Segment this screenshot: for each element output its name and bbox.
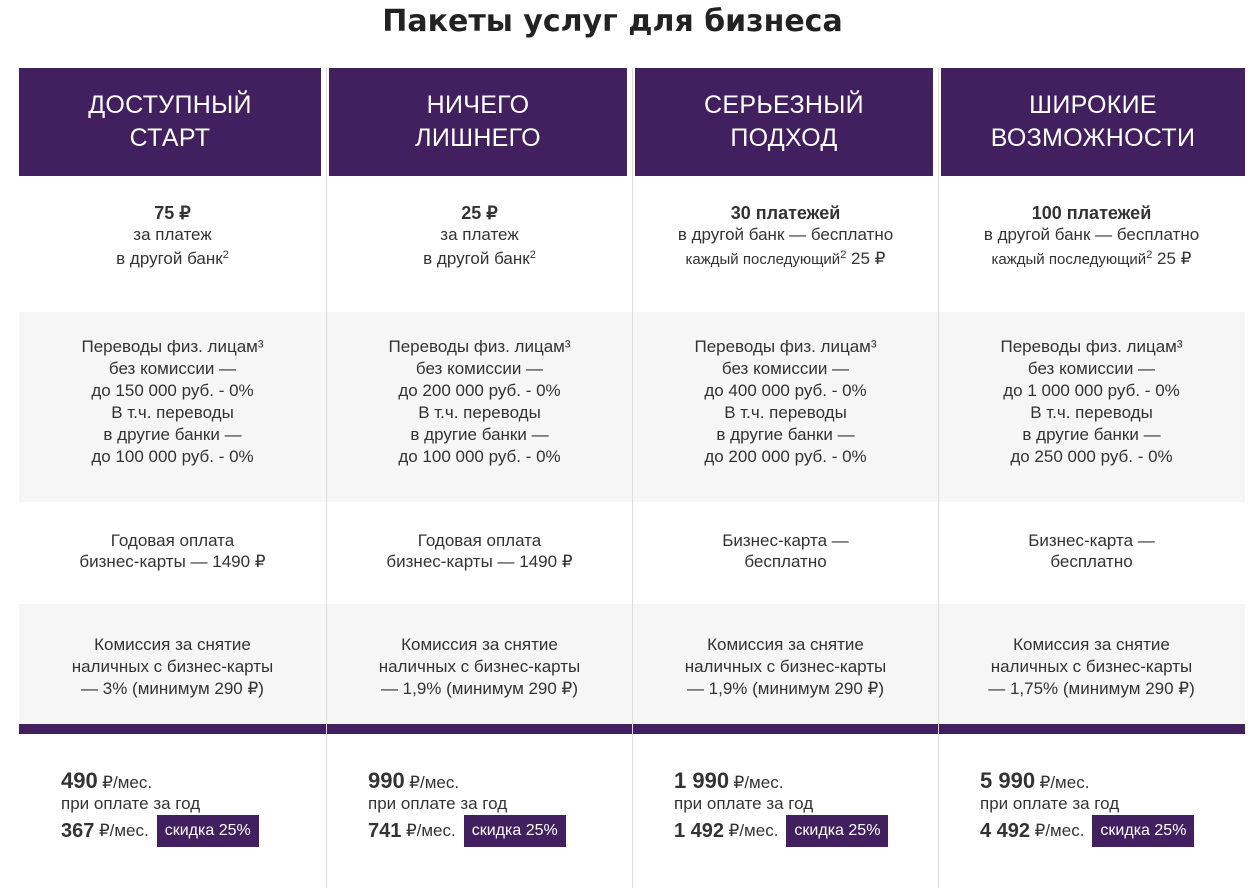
- payment-cell: [632, 176, 939, 312]
- transfers-cell: [19, 336, 326, 466]
- transfers-line: В т.ч. переводы: [418, 403, 541, 422]
- transfers-line: до 1 000 000 руб. - 0%: [1003, 381, 1180, 400]
- payment-cell: [19, 176, 326, 312]
- payment-main: 25 ₽: [461, 203, 498, 223]
- discount-badge: скидка 25%: [786, 815, 888, 847]
- yearly-price: 1 492: [674, 819, 725, 842]
- payment-main: 100 платежей: [1031, 202, 1152, 223]
- per-month-unit: ₽/мес.: [409, 773, 460, 792]
- plan-name-line: ШИРОКИЕ: [1029, 91, 1157, 119]
- transfers-line: Переводы физ. лицам³: [81, 337, 264, 356]
- cash-line: Комиссия за снятие: [94, 635, 251, 654]
- per-month-unit: ₽/мес.: [1034, 821, 1085, 840]
- card-line: Бизнес-карта —: [1028, 531, 1155, 550]
- price-block: [674, 768, 888, 847]
- payment-line: [116, 248, 229, 270]
- card-line: бизнес-карты — 1490 ₽: [79, 552, 266, 571]
- cash-line: — 1,75% (минимум 290 ₽): [988, 679, 1195, 698]
- yearly-label: при оплате за год: [980, 794, 1120, 813]
- yearly-price: 741: [368, 819, 402, 842]
- payment-cell: [938, 176, 1245, 312]
- card-line: Бизнес-карта —: [722, 531, 849, 550]
- cash-line: наличных с бизнес-карты: [684, 657, 887, 676]
- card-line: Годовая оплата: [417, 531, 542, 550]
- yearly-label: при оплате за год: [674, 794, 814, 813]
- transfers-line: в другие банки —: [1022, 425, 1161, 444]
- per-month-unit: ₽/мес.: [733, 773, 784, 792]
- transfers-cell: [632, 336, 939, 466]
- card-cell: [19, 530, 326, 578]
- monthly-price: 1 990: [674, 768, 730, 793]
- cash-cell: [326, 634, 633, 704]
- plan-name-line: СТАРТ: [129, 124, 211, 152]
- per-month-unit: ₽/мес.: [98, 821, 149, 840]
- cash-line: — 1,9% (минимум 290 ₽): [380, 679, 579, 698]
- payment-line: в другой банк — бесплатно: [677, 224, 894, 244]
- card-line: бесплатно: [1050, 552, 1133, 571]
- transfers-cell: [326, 336, 633, 466]
- transfers-line: без комиссии —: [1027, 359, 1156, 378]
- payment-line: [992, 248, 1192, 271]
- transfers-line: В т.ч. переводы: [111, 403, 234, 422]
- payment-line-text: в другой банк: [116, 249, 223, 268]
- monthly-price: 990: [368, 768, 405, 793]
- payment-line: в другой банк — бесплатно: [983, 224, 1200, 244]
- transfers-line: до 100 000 руб. - 0%: [91, 447, 254, 466]
- plan-name-line: ЛИШНЕГО: [415, 124, 541, 152]
- card-cell: [938, 530, 1245, 578]
- plan-header: [941, 68, 1245, 176]
- per-month-unit: ₽/мес.: [1039, 773, 1090, 792]
- transfers-line: до 400 000 руб. - 0%: [704, 381, 867, 400]
- transfers-line: в другие банки —: [103, 425, 242, 444]
- cash-line: наличных с бизнес-карты: [378, 657, 581, 676]
- transfers-line: В т.ч. переводы: [1030, 403, 1153, 422]
- transfers-line: до 250 000 руб. - 0%: [1010, 447, 1173, 466]
- transfers-line: Переводы физ. лицам³: [1000, 337, 1183, 356]
- cash-line: Комиссия за снятие: [707, 635, 864, 654]
- transfers-line: Переводы физ. лицам³: [694, 337, 877, 356]
- payment-line: за платеж: [133, 225, 212, 244]
- monthly-price: 5 990: [980, 768, 1036, 793]
- transfers-line: без комиссии —: [415, 359, 544, 378]
- card-cell: [326, 530, 633, 578]
- pricing-table: [19, 68, 1245, 888]
- cash-line: наличных с бизнес-карты: [71, 657, 274, 676]
- footnote-mark: 2: [529, 249, 536, 261]
- transfers-line: до 150 000 руб. - 0%: [91, 381, 254, 400]
- card-cell: [632, 530, 939, 578]
- transfers-line: до 200 000 руб. - 0%: [398, 381, 561, 400]
- price-block: [980, 768, 1194, 847]
- payment-main: 75 ₽: [154, 203, 191, 223]
- plan-name-line: ВОЗМОЖНОСТИ: [990, 124, 1196, 152]
- cash-line: Комиссия за снятие: [1013, 635, 1170, 654]
- payment-line-text: каждый последующий: [991, 250, 1147, 268]
- transfers-line: Переводы физ. лицам³: [388, 337, 571, 356]
- payment-cell: [326, 176, 633, 312]
- cash-line: наличных с бизнес-карты: [990, 657, 1193, 676]
- transfers-cell: [938, 336, 1245, 466]
- plan-name-line: ПОДХОД: [730, 124, 838, 152]
- cash-line: — 3% (минимум 290 ₽): [81, 679, 264, 698]
- payment-line: [686, 248, 886, 271]
- card-line: бизнес-карты — 1490 ₽: [386, 552, 573, 571]
- payment-line: [423, 248, 536, 270]
- card-line: Годовая оплата: [110, 531, 235, 550]
- plan-header: [329, 68, 627, 176]
- footnote-mark: 2: [1146, 248, 1153, 261]
- per-month-unit: ₽/мес.: [102, 773, 153, 792]
- cash-line: Комиссия за снятие: [401, 635, 558, 654]
- transfers-line: без комиссии —: [721, 359, 850, 378]
- card-line: бесплатно: [744, 552, 827, 571]
- plan-header: [635, 68, 933, 176]
- transfers-line: В т.ч. переводы: [724, 403, 847, 422]
- payment-suffix: 25 ₽: [1157, 248, 1192, 268]
- cash-cell: [19, 634, 326, 704]
- plan-name-line: ДОСТУПНЫЙ: [88, 91, 252, 119]
- discount-badge: скидка 25%: [157, 815, 259, 847]
- price-block: [368, 768, 566, 847]
- payment-line-text: в другой банк: [423, 249, 530, 268]
- discount-badge: скидка 25%: [464, 815, 566, 847]
- payment-suffix: 25 ₽: [851, 248, 886, 268]
- plan-name-line: НИЧЕГО: [426, 91, 530, 119]
- yearly-price: 4 492: [980, 819, 1031, 842]
- page-title: Пакеты услуг для бизнеса: [382, 4, 843, 39]
- cash-line: — 1,9% (минимум 290 ₽): [686, 679, 885, 698]
- price-block: [61, 768, 259, 847]
- per-month-unit: ₽/мес.: [728, 821, 779, 840]
- footnote-mark: 2: [222, 249, 229, 261]
- payment-line: за платеж: [440, 225, 519, 244]
- discount-badge: скидка 25%: [1092, 815, 1194, 847]
- payment-main: 30 платежей: [730, 202, 841, 223]
- transfers-line: до 100 000 руб. - 0%: [398, 447, 561, 466]
- per-month-unit: ₽/мес.: [405, 821, 456, 840]
- transfers-line: в другие банки —: [716, 425, 855, 444]
- transfers-line: до 200 000 руб. - 0%: [704, 447, 867, 466]
- cash-cell: [632, 634, 939, 704]
- yearly-label: при оплате за год: [368, 794, 508, 813]
- yearly-price: 367: [61, 819, 95, 842]
- transfers-line: в другие банки —: [410, 425, 549, 444]
- transfers-line: без комиссии —: [108, 359, 237, 378]
- payment-line-text: каждый последующий: [685, 250, 841, 268]
- plan-header: [19, 68, 321, 176]
- yearly-label: при оплате за год: [61, 794, 201, 813]
- cash-cell: [938, 634, 1245, 704]
- footnote-mark: 2: [840, 248, 847, 261]
- plan-name-line: СЕРЬЕЗНЫЙ: [704, 91, 864, 119]
- monthly-price: 490: [61, 768, 98, 793]
